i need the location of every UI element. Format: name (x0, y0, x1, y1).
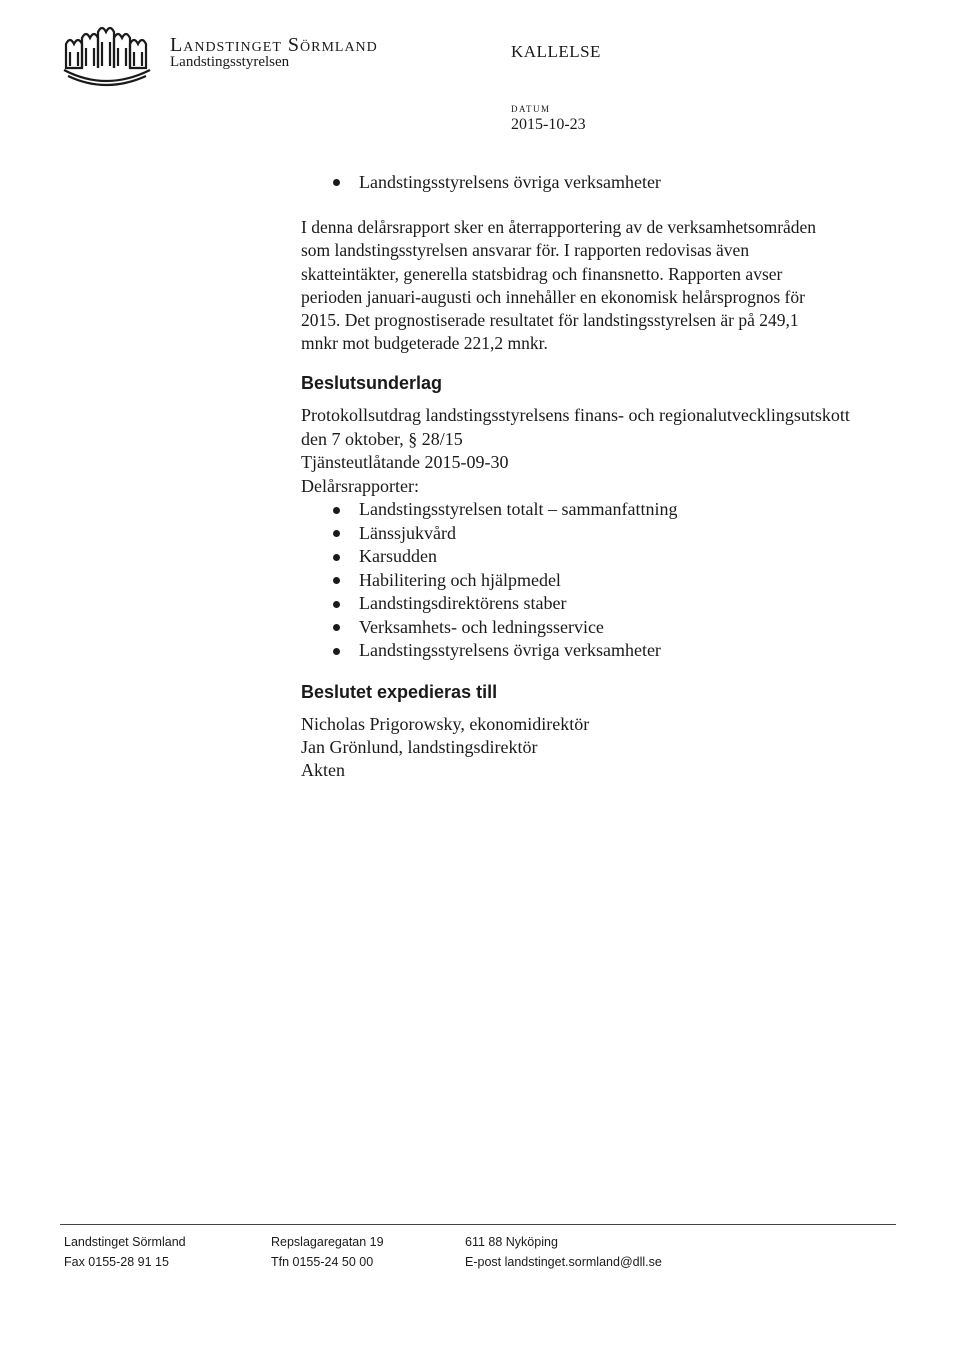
paragraph-line: 2015. Det prognostiserade resultatet för landstingsstyrelsen är på 249,1 (301, 310, 799, 331)
footer-org-column (64, 1232, 186, 1272)
basis-line: den 7 oktober, § 28/15 (301, 428, 463, 449)
org-name: Landstinget Sörmland (170, 34, 378, 56)
footer-phone: Tfn 0155-24 50 00 (271, 1255, 374, 1269)
paragraph-line: som landstingsstyrelsen ansvarar för. I rapporten redovisas även (301, 240, 750, 261)
recipient-list (301, 713, 589, 782)
footer-contact-column (465, 1232, 662, 1272)
decision-basis-section (301, 404, 921, 663)
footer-fax: Fax 0155-28 91 15 (64, 1255, 169, 1269)
report-list-item: Karsudden (301, 545, 921, 569)
date-label: DATUM (511, 104, 551, 114)
paragraph-line: skatteintäkter, generella statsbidrag och finansnetto. Rapporten avser (301, 263, 783, 284)
basis-line: Delårsrapporter: (301, 475, 419, 496)
intro-bullet-item: Landstingsstyrelsens övriga verksamheter (301, 171, 661, 193)
recipient-item: Akten (301, 760, 345, 780)
org-subtitle: Landstingsstyrelsen (170, 54, 290, 70)
report-list-item: Landstingsstyrelsens övriga verksamheter (301, 639, 921, 663)
document-type: KALLELSE (511, 42, 601, 61)
summary-paragraph (301, 216, 886, 356)
report-list-item: Landstingsdirektörens staber (301, 592, 921, 616)
recipient-item: Jan Grönlund, landstingsdirektör (301, 737, 538, 757)
dispatch-heading: Beslutet expedieras till (301, 682, 498, 702)
report-list-item: Landstingsstyrelsen totalt – sammanfattning (301, 498, 921, 522)
paragraph-line: perioden januari-augusti och innehåller en ekonomisk helårsprognos för (301, 286, 805, 307)
report-list-item: Länssjukvård (301, 522, 921, 546)
paragraph-line: mnkr mot budgeterade 221,2 mnkr. (301, 333, 548, 354)
paragraph-line: I denna delårsrapport sker en återrapportering av de verksamhetsområden (301, 217, 817, 237)
report-list-item: Habilitering och hjälpmedel (301, 569, 921, 593)
footer-street: Repslagaregatan 19 (271, 1235, 384, 1249)
footer-postal: 611 88 Nyköping (465, 1235, 558, 1249)
logo-icon (60, 22, 160, 88)
footer-divider (60, 1224, 896, 1225)
report-list-item: Verksamhets- och ledningsservice (301, 616, 921, 640)
basis-line: Tjänsteutlåtande 2015-09-30 (301, 452, 509, 472)
recipient-item: Nicholas Prigorowsky, ekonomidirektör (301, 714, 590, 734)
basis-line: Protokollsutdrag landstingsstyrelsens finans- och regionalutvecklingsutskott (301, 405, 850, 425)
date-value: 2015-10-23 (511, 116, 586, 133)
footer-email: E-post landstinget.sormland@dll.se (465, 1255, 662, 1269)
footer-org-name: Landstinget Sörmland (64, 1235, 186, 1249)
decision-basis-heading: Beslutsunderlag (301, 373, 443, 393)
footer-address-column (271, 1232, 384, 1272)
